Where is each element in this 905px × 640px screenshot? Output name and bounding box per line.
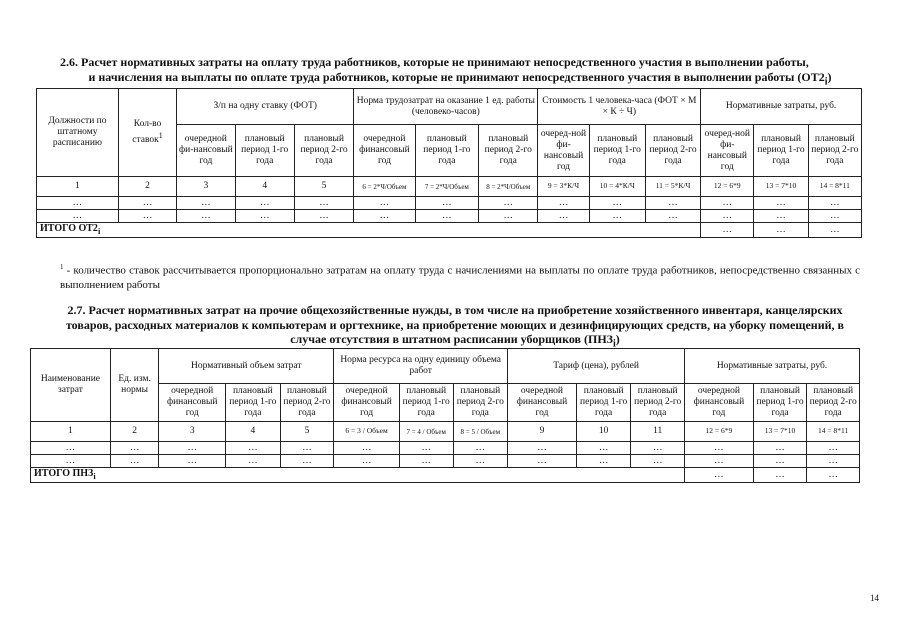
table-row: … … … … … … … … … … … … … … (31, 455, 860, 468)
col-formula: 12 = 6*9 (685, 422, 754, 442)
col-formula: 10 = 4*К/Ч (589, 177, 645, 197)
col-formula: 8 = 5 / Объем (453, 422, 508, 442)
sub-plan1: плановый период 1-го года (226, 384, 281, 422)
header-name: Наименование затрат (31, 349, 111, 422)
sub-current: очередной финансовый год (354, 125, 415, 177)
col-formula: 6 = 2*Ч/Объем (354, 177, 415, 197)
col-number: 2 (118, 177, 176, 197)
col-number: 4 (235, 177, 294, 197)
col-number: 11 (631, 422, 685, 442)
header-volume: Нормативный объем затрат (159, 349, 334, 384)
sub-current: очередной фи-нансовый год (177, 125, 235, 177)
sub-plan1: плановый период 1-го года (399, 384, 453, 422)
table-row: … … … … … … … … … … … … … … (37, 197, 862, 210)
col-formula: 14 = 8*11 (807, 422, 860, 442)
header-tariff: Тариф (цена), рублей (508, 349, 685, 384)
sub-plan2: плановый период 2-го года (807, 384, 860, 422)
col-number: 3 (177, 177, 235, 197)
col-formula: 6 = 3 / Объем (334, 422, 400, 442)
sub-current: очередной финансовый год (334, 384, 400, 422)
col-number: 9 (508, 422, 577, 442)
section-2-7-title: 2.7. Расчет нормативных затрат на прочие общехозяйственные нужды, в том числе на приобретение хозяйственного инвентаря, канцелярских товаров, расходных материалов к компьютерам и оргтехнике, на приобретение моющих и дезинфицирующих средств, на уборку помещений, в случае отсутствия в штатном расписании уборщиков $(ПНЗ_i)$ (65, 303, 845, 350)
table-row: … … … … … … … … … … … … … … (37, 210, 862, 223)
numbering-row (37, 177, 862, 197)
total-label: ИТОГО $ПНЗ_i$ (31, 468, 685, 483)
sub-current: очередной финансовый год (685, 384, 754, 422)
numbering-row (31, 422, 860, 442)
sub-plan2: плановый период 2-го года (280, 384, 334, 422)
sub-plan1: плановый период 1-го года (235, 125, 294, 177)
header-total: Нормативные затраты, руб. (685, 349, 860, 384)
overhead-cost-table (30, 348, 860, 483)
sub-plan2: плановый период 2-го года (645, 125, 700, 177)
header-cost: Стоимость 1 человека-часа (ФОТ × М × К ÷ Ч) (538, 89, 701, 125)
col-formula: 9 = 3*К/Ч (538, 177, 589, 197)
total-label: ИТОГО $ОТ2_i$ (37, 223, 701, 238)
col-number: 5 (280, 422, 334, 442)
col-number: 3 (159, 422, 226, 442)
sub-plan2: плановый период 2-го года (294, 125, 353, 177)
header-norm: Норма ресурса на одну единицу объема работ (334, 349, 508, 384)
col-formula: 13 = 7*10 (754, 177, 808, 197)
col-formula: 7 = 2*Ч/Объем (415, 177, 478, 197)
col-formula: 13 = 7*10 (753, 422, 807, 442)
table-row: … … … … … … … … … … … … … … (31, 442, 860, 455)
sub-plan1: плановый период 1-го года (576, 384, 631, 422)
sub-plan1: плановый период 1-го года (589, 125, 645, 177)
sub-plan2: плановый период 2-го года (631, 384, 685, 422)
col-number: 1 (37, 177, 119, 197)
col-formula: 11 = 5*К/Ч (645, 177, 700, 197)
labor-cost-table (36, 88, 862, 238)
col-number: 1 (31, 422, 111, 442)
header-norm: Норма трудозатрат на оказание 1 ед. работы (человеко-часов) (354, 89, 538, 125)
page-number: 14 (870, 593, 879, 603)
header-salary: З/п на одну ставку (ФОТ) (177, 89, 354, 125)
sub-plan1: плановый период 1-го года (753, 384, 807, 422)
col-number: 2 (110, 422, 159, 442)
sub-current: очередной финансовый год (508, 384, 577, 422)
header-count: Кол-во ставок$^1$ (118, 89, 176, 177)
col-formula: 8 = 2*Ч/Объем (479, 177, 538, 197)
header-position: Должности по штатному расписанию (37, 89, 119, 177)
total-row: ИТОГО $ОТ2_i$ … … … (37, 223, 862, 238)
sub-current: очередной финансовый год (159, 384, 226, 422)
sub-plan1: плановый период 1-го года (754, 125, 808, 177)
sub-plan2: плановый период 2-го года (479, 125, 538, 177)
col-number: 10 (576, 422, 631, 442)
sub-plan1: плановый период 1-го года (415, 125, 478, 177)
total-row: ИТОГО $ПНЗ_i$ … … … (31, 468, 860, 483)
header-total: Нормативные затраты, руб. (701, 89, 862, 125)
footnote: $^1$ - количество ставок рассчитывается пропорционально затратам на оплату труда с начислениями на выплаты по оплате труда работников, непосредственно связанных с выполнением работы (60, 263, 860, 291)
col-formula: 12 = 6*9 (701, 177, 754, 197)
header-unit: Ед. изм. нормы (110, 349, 159, 422)
section-2-6-title: 2.6. Расчет нормативных затраты на оплату труда работников, которые не принимают непосредственного участия в выполнении работы, и начисления на выплаты по оплате труда работников, которые не принимают непосредственного участия в выполнении работы $(ОТ2_i)$ (60, 55, 832, 87)
sub-current: очеред-ной фи-нансовый год (701, 125, 754, 177)
sub-plan2: плановый период 2-го года (808, 125, 861, 177)
sub-current: очеред-ной фи-нансовый год (538, 125, 589, 177)
col-formula: 14 = 8*11 (808, 177, 861, 197)
col-formula: 7 = 4 / Объем (399, 422, 453, 442)
col-number: 5 (294, 177, 353, 197)
col-number: 4 (226, 422, 281, 442)
sub-plan2: плановый период 2-го года (453, 384, 508, 422)
